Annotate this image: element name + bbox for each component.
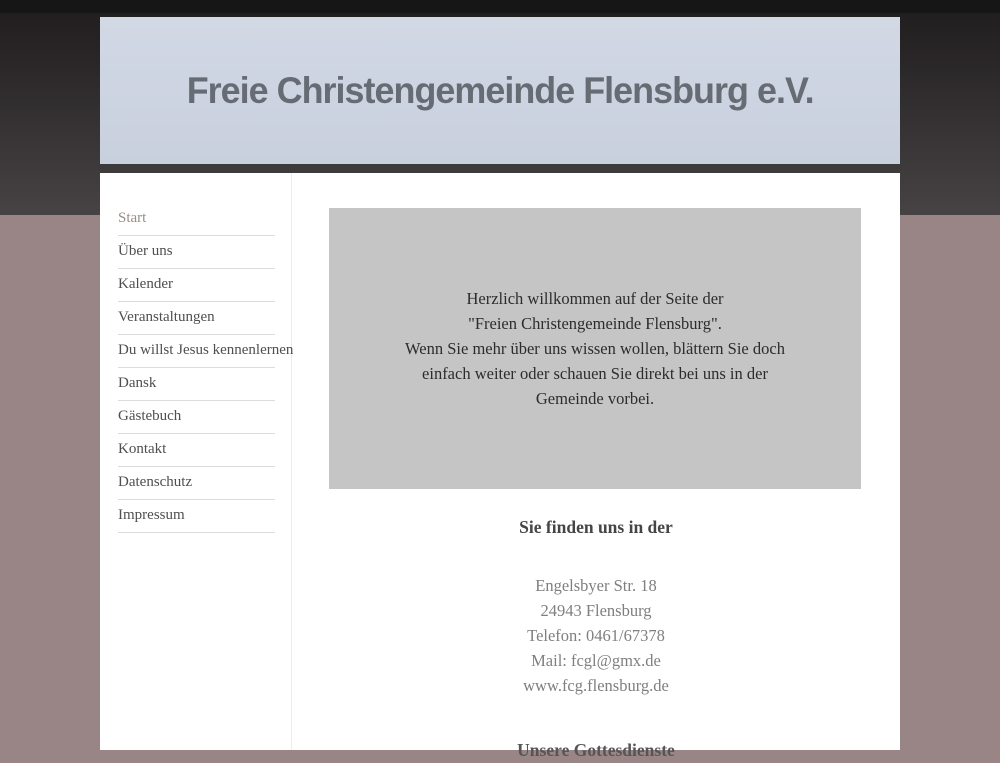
nav-link-kalender[interactable]: Kalender	[118, 276, 173, 292]
sidebar-item-jesus-kennenlernen	[118, 335, 294, 368]
site-title: Freie Christengemeinde Flensburg e.V.	[186, 69, 814, 111]
address-city: 24943 Flensburg	[540, 601, 652, 620]
welcome-line: einfach weiter oder schauen Sie direkt bei uns in der	[422, 364, 768, 383]
nav-link-gaestebuch[interactable]: Gästebuch	[118, 408, 182, 424]
site-header-banner	[100, 17, 900, 164]
nav-link-dansk[interactable]: Dansk	[118, 375, 157, 391]
welcome-banner-box	[329, 208, 861, 489]
welcome-line: Gemeinde vorbei.	[535, 389, 655, 408]
page-background-topstrip	[0, 0, 1000, 13]
sidebar-item-gaestebuch	[118, 401, 275, 434]
address-block	[292, 573, 900, 698]
nav-link-veranstaltungen[interactable]: Veranstaltungen	[118, 309, 215, 325]
address-website: www.fcg.flensburg.de	[523, 676, 669, 695]
nav-list	[118, 203, 294, 533]
nav-link-start[interactable]: Start	[118, 210, 147, 226]
address-phone: Telefon: 0461/67378	[527, 626, 665, 645]
welcome-line: Herzlich willkommen auf der Seite der	[466, 289, 724, 308]
welcome-line: Wenn Sie mehr über uns wissen wollen, blättern Sie doch	[405, 339, 785, 358]
address-street: Engelsbyer Str. 18	[535, 576, 657, 595]
nav-link-datenschutz[interactable]: Datenschutz	[118, 474, 193, 490]
find-us-heading: Sie finden uns in der	[519, 517, 673, 537]
welcome-text	[405, 286, 785, 411]
nav-link-jesus-kennenlernen[interactable]: Du willst Jesus kennenlernen	[118, 342, 294, 358]
sidebar-item-veranstaltungen	[118, 302, 275, 335]
sidebar-item-start	[118, 203, 275, 236]
content-sheet	[100, 173, 900, 760]
nav-link-ueber-uns[interactable]: Über uns	[118, 243, 173, 259]
sidebar-item-impressum	[118, 500, 275, 533]
welcome-line: "Freien Christengemeinde Flensburg".	[468, 314, 722, 333]
address-mail: Mail: fcgl@gmx.de	[531, 651, 661, 670]
cutoff-section-heading: Unsere Gottesdienste	[517, 740, 675, 760]
nav-link-kontakt[interactable]: Kontakt	[118, 441, 167, 457]
nav-link-impressum[interactable]: Impressum	[118, 507, 185, 523]
sidebar-item-ueber-uns	[118, 236, 275, 269]
main-content	[292, 173, 900, 760]
sidebar-item-kontakt	[118, 434, 275, 467]
sidebar-item-datenschutz	[118, 467, 275, 500]
sidebar-navigation	[100, 173, 292, 750]
sidebar-item-dansk	[118, 368, 275, 401]
sidebar-item-kalender	[118, 269, 275, 302]
